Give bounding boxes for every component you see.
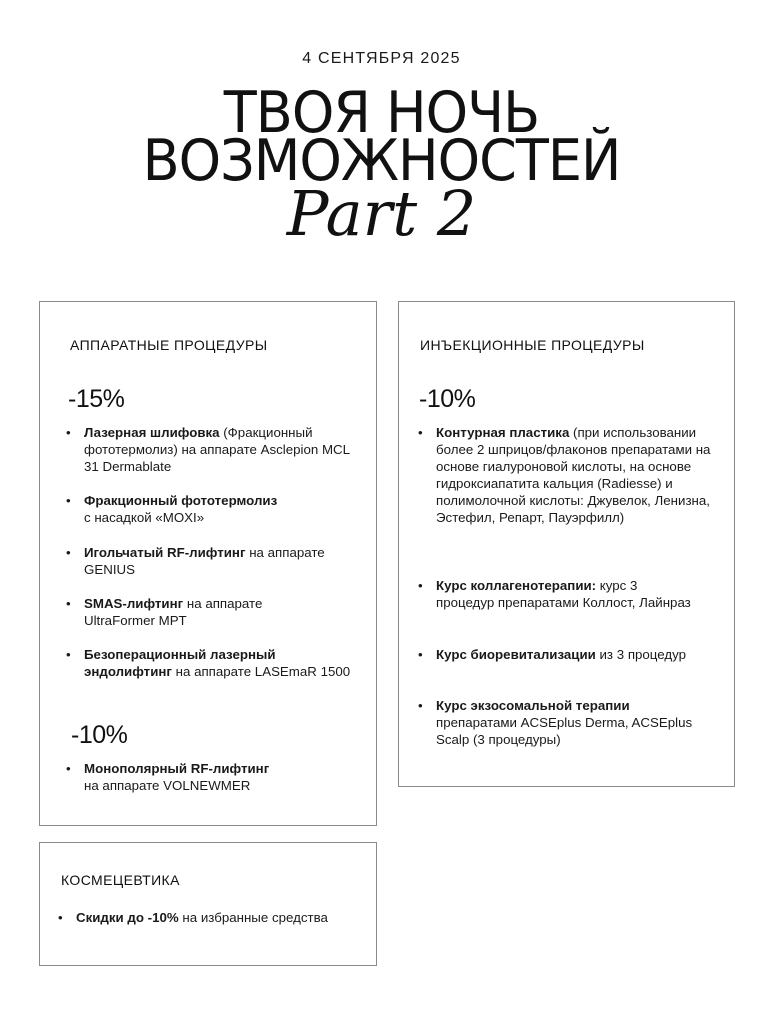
bullet: • [66,761,71,776]
bullet: • [66,596,71,611]
injection-discount: -10% [419,385,476,413]
bullet: • [418,578,423,593]
list-item: • Игольчатый RF-лифтинг на аппарате GENIUS [66,545,325,577]
injection-procedures-card [398,301,735,787]
cosmeceutics-heading: КОСМЕЦЕВТИКА [61,872,180,888]
hardware-heading: АППАРАТНЫЕ ПРОЦЕДУРЫ [70,337,268,353]
list-item: • Курс биоревитализации из 3 процедур [418,647,687,662]
list-item: • Курс коллагенотерапии: курс 3 процедур препаратами Коллост, Лайнраз [418,578,691,610]
cosmeceutics-card [39,842,377,966]
bullet: • [418,698,423,713]
subtitle-part: Part 2 [286,177,477,250]
bullet: • [58,910,63,925]
list-item: • Курс экзосомальной терапии препаратами ACSEplus Derma, ACSEplus Scalp (3 процедуры) [418,698,693,747]
list-item: • Фракционный фототермолиз с насадкой «MOXI» [66,493,278,525]
hardware-procedures-card [39,301,377,826]
hardware-discount-10: -10% [71,721,128,749]
bullet: • [418,647,423,662]
bullet: • [418,425,423,440]
list-item: • Безоперационный лазерный эндолифтинг на аппарате LASEmaR 1500 [66,647,351,679]
injection-heading: ИНЪЕКЦИОННЫЕ ПРОЦЕДУРЫ [420,337,645,353]
bullet: • [66,647,71,662]
list-item: • Скидки до -10% на избранные средства [58,910,328,925]
bullet: • [66,425,71,440]
event-date: 4 СЕНТЯБРЯ 2025 [302,50,461,67]
title-line-1: ТВОЯ НОЧЬ [223,79,540,146]
hardware-discount-15: -15% [68,385,125,413]
list-item: • Контурная пластика (при использовании более 2 шприцов/флаконов препаратами на основе гиалуроновой кислоты, на основе гидроксиапатита кальция (Radiesse) и полимолочной кислоты: Джувелок, Ленизна, Эстефил, Репарт, Пауэрфилл) [418,425,711,525]
list-item: • SMAS-лифтинг на аппарате UltraFormer MPT [66,596,263,628]
bullet: • [66,493,71,508]
bullet: • [66,545,71,560]
title-line-2: ВОЗМОЖНОСТЕЙ [142,127,621,194]
list-item: • Лазерная шлифовка (Фракционный фототермолиз) на аппарате Asclepion MCL 31 Dermablate [66,425,350,474]
list-item: • Монополярный RF-лифтинг на аппарате VOLNEWMER [66,761,270,793]
